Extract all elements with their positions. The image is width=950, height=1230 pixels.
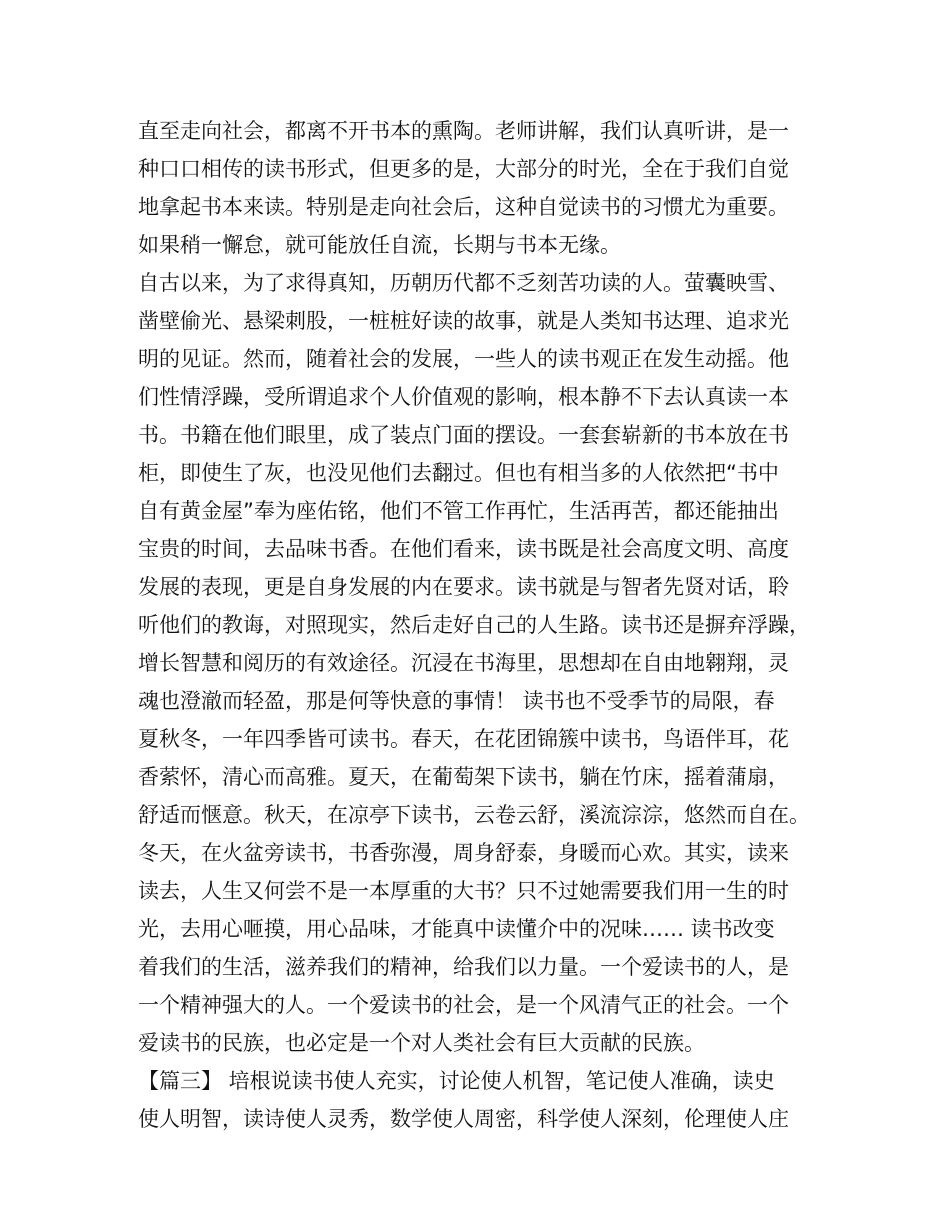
text-line: 直至走向社会，都离不开书本的熏陶。老师讲解，我们认真听讲，是一 [138,119,789,143]
text-line: 宝贵的时间，去品味书香。在他们看来，读书既是社会高度文明、高度 [138,537,789,561]
text-line: 增长智慧和阅历的有效途径。沉浸在书海里，思想却在自由地翱翔，灵 [138,651,789,675]
text-line: 夏秋冬，一年四季皆可读书。春天，在花团锦簇中读书，鸟语伴耳，花 [138,727,789,751]
text-line: 舒适而惬意。秋天，在凉亭下读书，云卷云舒，溪流淙淙，悠然而自在。 [138,803,810,827]
text-line: 种口口相传的读书形式，但更多的是，大部分的时光，全在于我们自觉 [138,157,789,181]
text-line: 书。书籍在他们眼里，成了装点门面的摆设。一套套崭新的书本放在书 [138,423,789,447]
text-line: 地拿起书本来读。特别是走向社会后，这种自觉读书的习惯尤为重要。 [138,195,789,219]
text-line: 凿壁偷光、悬梁刺股，一桩桩好读的故事，就是人类知书达理、追求光 [138,309,789,333]
text-line: 如果稍一懈怠，就可能放任自流，长期与书本无缘。 [138,233,621,257]
text-line: 们性情浮躁，受所谓追求个人价值观的影响，根本静不下去认真读一本 [138,385,789,409]
text-line: 光，去用心咂摸，用心品味，才能真中读懂介中的况味…… 读书改变 [138,917,775,941]
text-line: 发展的表现，更是自身发展的内在要求。读书就是与智者先贤对话，聆 [138,575,789,599]
text-line: 香萦怀，清心而高雅。夏天，在葡萄架下读书，躺在竹床，摇着蒲扇， [138,765,789,789]
text-line: 着我们的生活，滋养我们的精神，给我们以力量。一个爱读书的人，是 [138,955,789,979]
text-line: 听他们的教诲，对照现实，然后走好自己的人生路。读书还是摒弃浮躁， [138,613,810,637]
text-line: 读去，人生又何尝不是一本厚重的大书？只不过她需要我们用一生的时 [138,879,789,903]
text-line: 爱读书的民族，也必定是一个对人类社会有巨大贡献的民族。 [138,1031,705,1055]
text-line: 【篇三】 培根说读书使人充实，讨论使人机智，笔记使人准确，读史 [138,1069,775,1093]
body-text [138,112,818,1138]
text-line: 自有黄金屋”奉为座佑铭，他们不管工作再忙，生活再苦，都还能抽出 [138,499,779,523]
text-line: 使人明智，读诗使人灵秀，数学使人周密，科学使人深刻，伦理使人庄 [138,1107,789,1131]
text-line: 自古以来，为了求得真知，历朝历代都不乏刻苦功读的人。萤囊映雪、 [138,271,789,295]
text-line: 冬天，在火盆旁读书，书香弥漫，周身舒泰，身暖而心欢。其实，读来 [138,841,789,865]
text-line: 魂也澄澈而轻盈，那是何等快意的事情！ 读书也不受季节的局限，春 [138,689,775,713]
text-line: 柜，即使生了灰，也没见他们去翻过。但也有相当多的人依然把“书中 [138,461,779,485]
text-line: 明的见证。然而，随着社会的发展，一些人的读书观正在发生动摇。他 [138,347,789,371]
text-line: 一个精神强大的人。一个爱读书的社会，是一个风清气正的社会。一个 [138,993,789,1017]
